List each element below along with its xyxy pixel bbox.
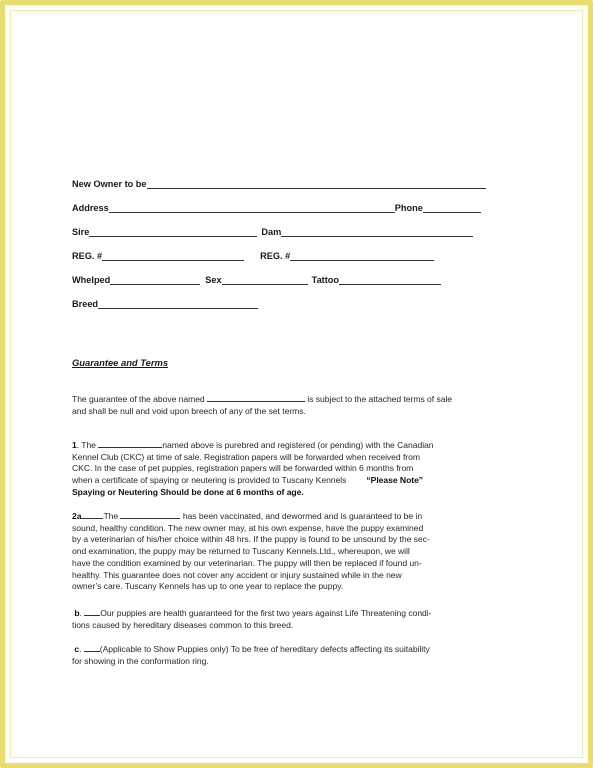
reg1-field[interactable] xyxy=(102,252,244,261)
clause-2a-line-7: owner’s care. Tuscany Kennels has up to one year to replace the puppy. xyxy=(72,581,344,592)
address-row xyxy=(72,203,481,214)
clause-2a-line-5: have the condition examined by our veterinarian. The puppy will then be replaced if found un- xyxy=(72,557,422,568)
clause-c-initial-blank[interactable] xyxy=(84,643,100,652)
tattoo-field[interactable] xyxy=(339,276,441,285)
reg2-label: REG. # xyxy=(260,251,291,261)
spaying-note: Spaying or Neutering Should be done at 6 months of age. xyxy=(72,486,304,497)
clause-1-line-2: Kennel Club (CKC) at time of sale. Registration papers will be forwarded when received from xyxy=(72,451,420,462)
whelped-field[interactable] xyxy=(110,276,200,285)
clause-c-text: (Applicable to Show Puppies only) To be free of hereditary defects affecting its suitability xyxy=(99,644,430,654)
intro-text-b: is subject to the attached terms of sale xyxy=(307,394,453,404)
clause-1-blank[interactable] xyxy=(98,439,162,448)
clause-2a-number: 2a xyxy=(72,511,82,521)
please-note-label: “Please Note” xyxy=(366,475,424,486)
clause-1-text-b: named above is purebred and registered (or pending) with the Canadian xyxy=(162,440,434,450)
address-label: Address xyxy=(72,203,109,213)
clause-c-line-1 xyxy=(72,643,524,656)
sire-field[interactable] xyxy=(89,228,257,237)
new-owner-field[interactable] xyxy=(147,180,486,189)
whelped-label: Whelped xyxy=(72,275,111,285)
address-field[interactable] xyxy=(109,204,395,213)
clause-2a-text-a: The xyxy=(103,511,119,521)
intro-text-a: The guarantee of the above named xyxy=(72,394,205,404)
clause-2a-puppy-blank[interactable] xyxy=(120,510,180,519)
clause-2a-text-b: has been vaccinated, and dewormed and is guaranteed to be in xyxy=(182,511,423,521)
new-owner-label: New Owner to be xyxy=(72,179,147,189)
clause-b-line-1 xyxy=(72,607,524,620)
whelped-row xyxy=(72,275,441,286)
clause-1 xyxy=(72,439,524,499)
phone-label: Phone xyxy=(394,203,423,213)
clause-b-line-2: tions caused by hereditary diseases common to this breed. xyxy=(72,619,294,630)
sex-label: Sex xyxy=(205,275,222,285)
reg2-field[interactable] xyxy=(290,252,434,261)
clause-2a xyxy=(72,510,524,593)
sex-field[interactable] xyxy=(222,276,308,285)
clause-b-number: b xyxy=(74,608,80,618)
new-owner-row xyxy=(72,179,486,190)
tattoo-label: Tattoo xyxy=(311,275,340,285)
clause-b-initial-blank[interactable] xyxy=(84,607,100,616)
intro-line-2: and shall be null and void upon breech of any of the set terms. xyxy=(72,405,306,416)
clause-c-number: c xyxy=(74,644,80,654)
clause-c-line-2: for showing in the conformation ring. xyxy=(72,655,209,666)
clause-1-line-4 xyxy=(72,475,524,487)
puppy-name-field[interactable] xyxy=(207,393,305,402)
reg-row xyxy=(72,251,434,262)
intro-line-1 xyxy=(72,393,524,406)
clause-1-number: 1 xyxy=(72,440,77,450)
dam-field[interactable] xyxy=(281,228,473,237)
clause-2a-line-4: ond examination, the puppy may be returned to Tuscany Kennels.Ltd., whereupon, we will xyxy=(72,546,410,557)
breed-label: Breed xyxy=(72,299,99,309)
clause-1-text-a: . The xyxy=(76,440,96,450)
clause-1-line-1 xyxy=(72,439,524,452)
clause-b xyxy=(72,607,524,631)
clause-2a-line-2: sound, healthy condition. The new owner may, at his own expense, have the puppy examined xyxy=(72,522,424,533)
clause-2a-line-1 xyxy=(72,510,524,523)
phone-field[interactable] xyxy=(423,204,481,213)
clause-c xyxy=(72,643,524,667)
clause-1-line-5 xyxy=(72,487,524,499)
clause-2a-line-6: healthy. This guarantee does not cover any accident or injury sustained while in the new xyxy=(72,569,402,580)
sire-dam-row xyxy=(72,227,473,238)
breed-field[interactable] xyxy=(98,300,258,309)
clause-1-line-3: CKC. In the case of pet puppies, registration papers will be forwarded within 6 months from xyxy=(72,463,414,474)
clause-2a-initial-blank[interactable] xyxy=(81,510,103,519)
section-heading: Guarantee and Terms xyxy=(72,357,169,368)
clause-c-dot: . xyxy=(79,644,84,654)
clause-2a-line-3: by a veterinarian of his/her choice within 48 hrs. If the puppy is found to be unsound by the sec- xyxy=(72,534,430,545)
sire-label: Sire xyxy=(72,227,90,237)
clause-b-text: Our puppies are health guaranteed for the first two years against Life Threatening condi- xyxy=(100,608,432,618)
intro-paragraph xyxy=(72,393,524,417)
dam-label: Dam xyxy=(261,227,282,237)
clause-1-text-c: when a certificate of spaying or neutering is provided to Tuscany Kennels xyxy=(72,475,347,486)
breed-row xyxy=(72,299,258,310)
clause-b-dot: . xyxy=(79,608,85,618)
reg1-label: REG. # xyxy=(72,251,103,261)
